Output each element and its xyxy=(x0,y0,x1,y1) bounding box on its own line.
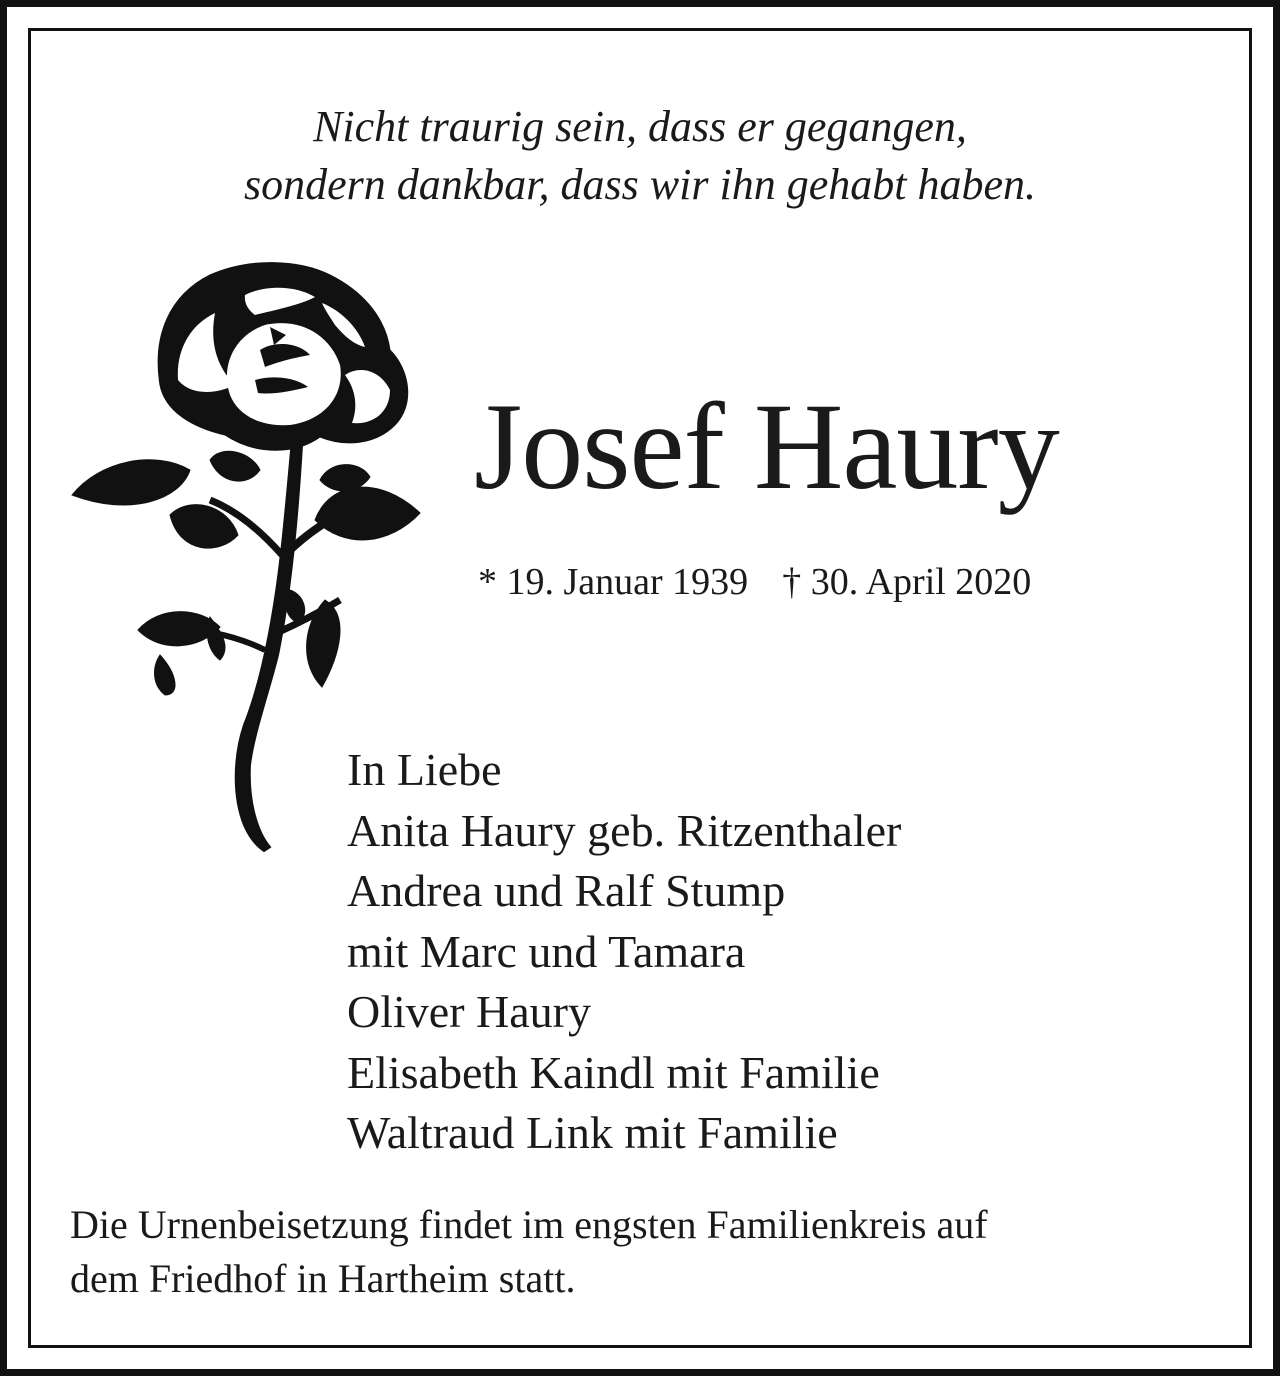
mourner-line: Elisabeth Kaindl mit Familie xyxy=(347,1046,880,1098)
mourner-line: In Liebe xyxy=(347,744,502,795)
birth-date: * 19. Januar 1939 xyxy=(478,561,749,603)
death-date: † 30. April 2020 xyxy=(782,561,1032,603)
mourner-line: Andrea und Ralf Stump xyxy=(347,865,786,916)
mourner-line: Anita Haury geb. Ritzenthaler xyxy=(347,804,902,856)
mourner-line: mit Marc und Tamara xyxy=(347,925,746,977)
deceased-name: Josef Haury xyxy=(474,378,1059,515)
mourner-line: Oliver Haury xyxy=(347,986,591,1037)
memorial-quote xyxy=(0,98,1280,214)
burial-notice xyxy=(70,1198,1230,1306)
life-dates xyxy=(478,556,1031,608)
quote-line-1: Nicht traurig sein, dass er gegangen, xyxy=(313,102,967,151)
mourner-line: Waltraud Link mit Familie xyxy=(347,1107,838,1158)
notice-line-1: Die Urnenbeisetzung findet im engsten Familienkreis auf xyxy=(70,1202,988,1247)
mourners-list xyxy=(347,740,901,1164)
notice-line-2: dem Friedhof in Hartheim statt. xyxy=(70,1256,576,1301)
quote-line-2: sondern dankbar, dass wir ihn gehabt haben. xyxy=(244,160,1036,209)
